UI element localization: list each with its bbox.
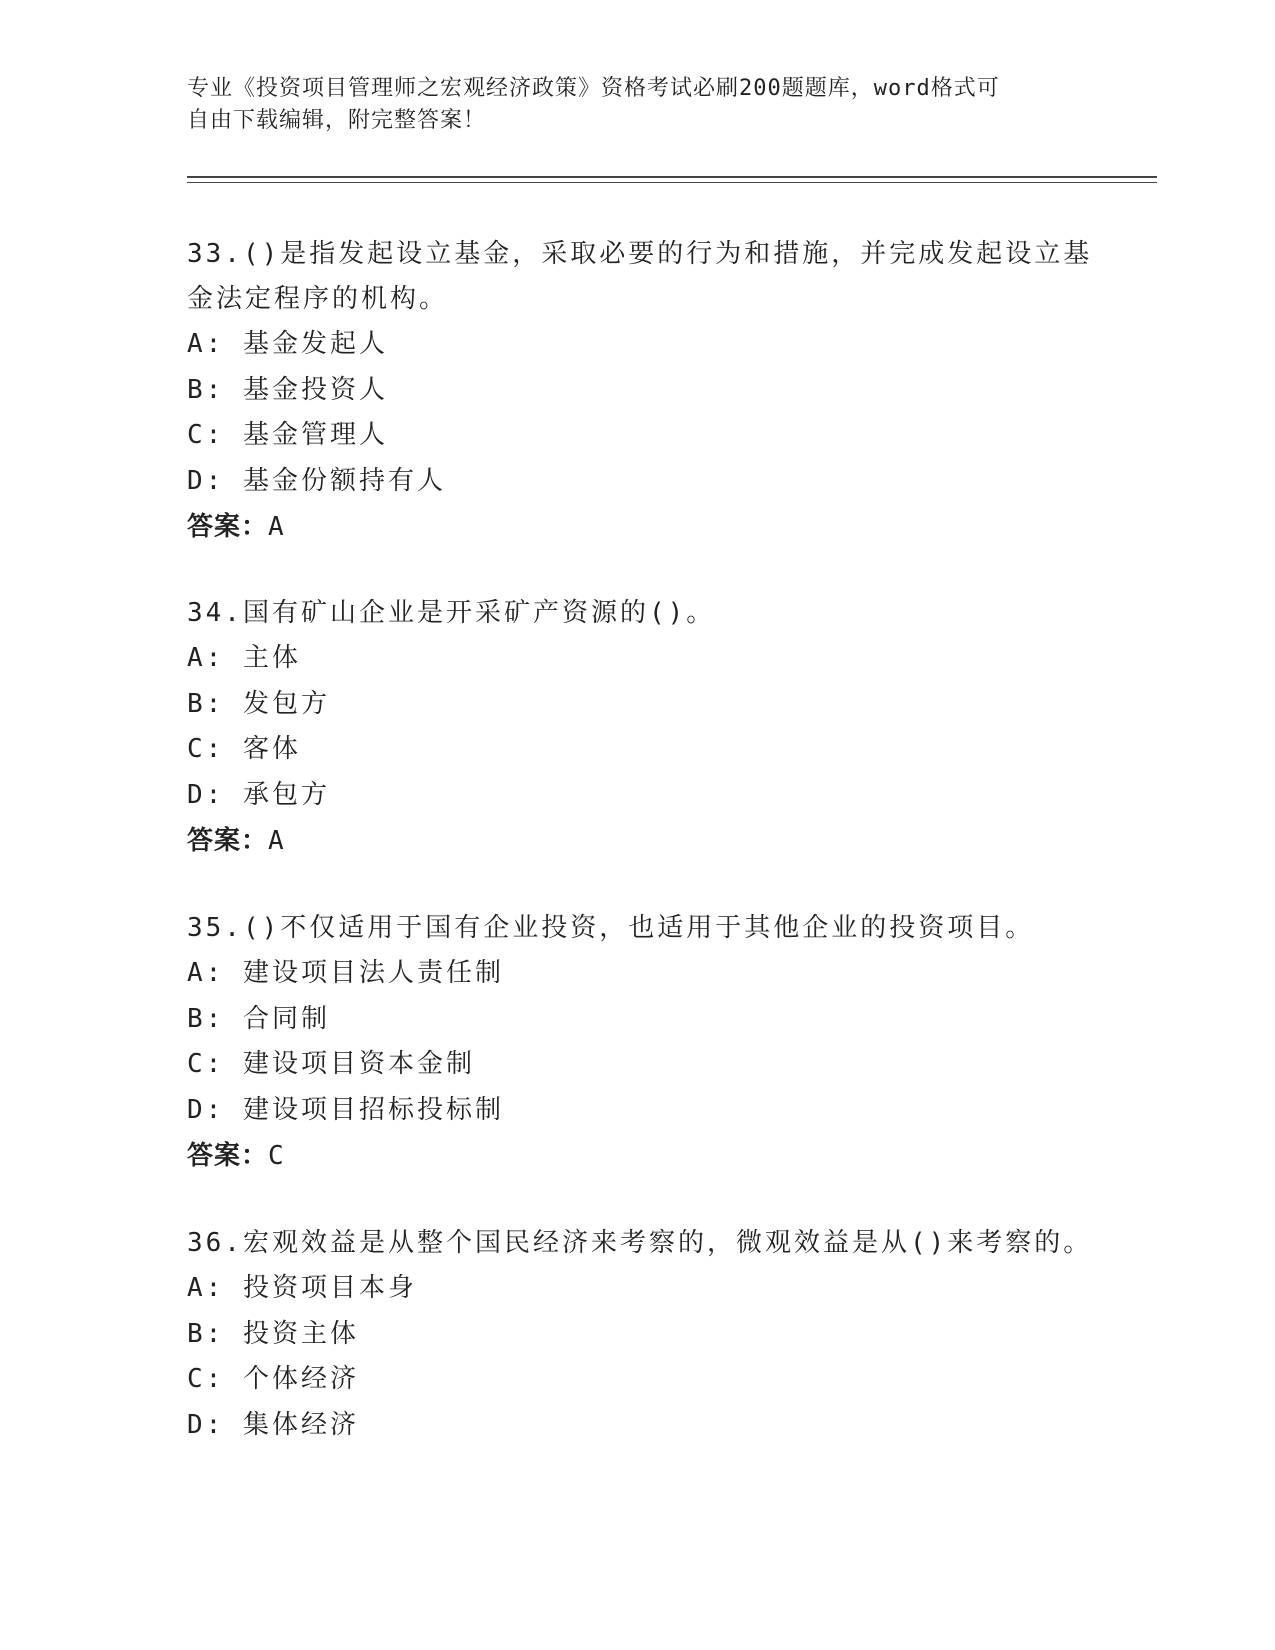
option-a: A: 主体 [187,643,301,673]
option-d: D: 集体经济 [187,1409,359,1440]
option-b: B: 发包方 [187,688,330,719]
question-36 [187,1221,1107,1448]
question-33 [187,232,1107,550]
header-divider-thin [187,182,1157,183]
option-d: D: 建设项目招标投标制 [187,1094,504,1125]
option-c: C: 个体经济 [187,1364,359,1394]
header-title-line-1: 专业《投资项目管理师之宏观经济政策》资格考试必刷200题题库，word格式可 [187,76,1000,101]
option-a: A: 基金发起人 [187,329,388,359]
question-35 [187,906,1107,1179]
answer-value: C [268,1141,284,1171]
option-a: A: 建设项目法人责任制 [187,958,504,988]
question-text-line: 金法定程序的机构。 [187,284,449,314]
option-b: B: 投资主体 [187,1318,359,1349]
question-text-line: 35.()不仅适用于国有企业投资，也适用于其他企业的投资项目。 [187,913,1035,943]
answer-value: A [268,512,284,542]
question-text-line: 36.宏观效益是从整个国民经济来考察的，微观效益是从()来考察的。 [187,1228,1093,1258]
answer-label: 答案： [187,826,269,856]
answer-label: 答案： [187,1141,269,1171]
option-c: C: 客体 [187,734,301,764]
option-b: B: 基金投资人 [187,374,388,405]
header-divider-thick [187,176,1157,178]
question-text-line: 34.国有矿山企业是开采矿产资源的()。 [187,598,716,628]
answer-line [187,504,1107,550]
option-c: C: 建设项目资本金制 [187,1049,475,1079]
option-a: A: 投资项目本身 [187,1273,417,1303]
question-text-line: 33.()是指发起设立基金，采取必要的行为和措施，并完成发起设立基 [187,239,1093,269]
option-c: C: 基金管理人 [187,420,388,450]
answer-label: 答案： [187,512,269,542]
option-d: D: 基金份额持有人 [187,465,446,496]
document-header [187,73,1087,137]
question-34 [187,591,1107,864]
answer-value: A [268,826,284,856]
answer-line [187,1133,1107,1179]
answer-line [187,818,1107,864]
option-d: D: 承包方 [187,779,330,810]
option-b: B: 合同制 [187,1003,330,1034]
header-title-line-2: 自由下载编辑，附完整答案！ [187,108,487,133]
